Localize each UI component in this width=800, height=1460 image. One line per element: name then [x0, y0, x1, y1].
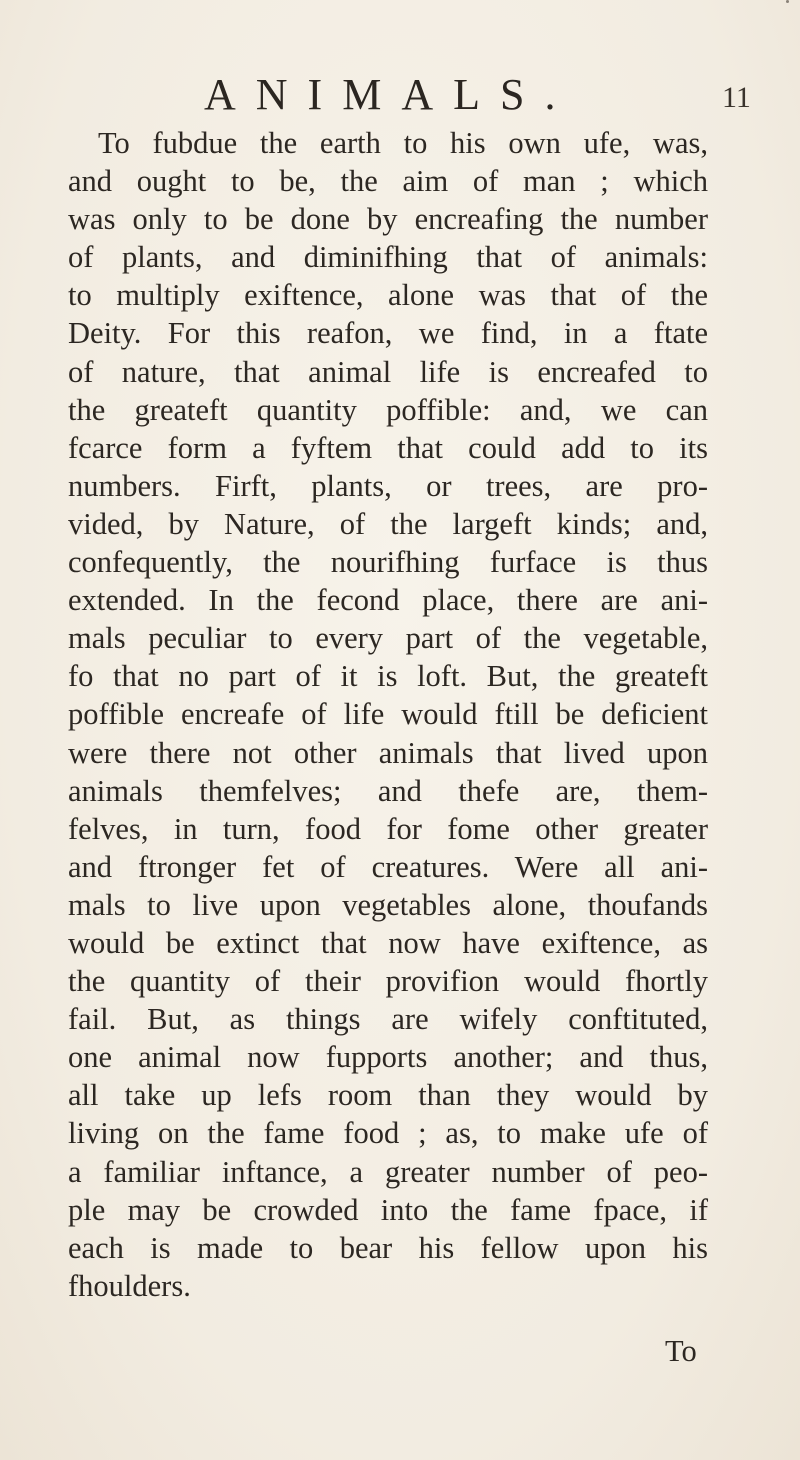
text-line: fo that no part of it is loft. But, the greateft: [68, 659, 708, 694]
paper-speck: [786, 0, 789, 3]
text-line: were there not other animals that lived upon: [68, 735, 708, 770]
catchword: To: [665, 1334, 697, 1368]
page-number: 11: [722, 81, 751, 114]
text-line: ple may be crowded into the fame fpace, if: [68, 1192, 708, 1227]
text-line: To fubdue the earth to his own ufe, was,: [98, 126, 708, 160]
text-line: each is made to bear his fellow upon his: [68, 1230, 708, 1265]
text-line: of plants, and diminifhing that of animals:: [68, 240, 708, 275]
running-head: [0, 70, 800, 120]
text-line: living on the fame food ; as, to make ufe of: [68, 1116, 708, 1151]
text-line: the quantity of their provifion would fhortly: [68, 964, 708, 999]
text-line: was only to be done by encreafing the number: [68, 202, 708, 237]
text-line: fcarce form a fyftem that could add to its: [68, 430, 708, 465]
text-line: a familiar inftance, a greater number of peo-: [68, 1154, 708, 1189]
text-line: mals peculiar to every part of the vegetable,: [68, 621, 708, 656]
running-title: ANIMALS.: [204, 70, 576, 119]
text-line: poffible encreafe of life would ftill be deficient: [68, 697, 708, 732]
text-line: and ought to be, the aim of man ; which: [68, 164, 708, 199]
text-line: to multiply exiftence, alone was that of the: [68, 278, 708, 313]
text-line: vided, by Nature, of the largeft kinds; and,: [68, 506, 708, 541]
text-line: numbers. Firft, plants, or trees, are pro-: [68, 468, 708, 503]
text-line: of nature, that animal life is encreafed to: [68, 354, 708, 389]
text-line: would be extinct that now have exiftence, as: [68, 925, 708, 960]
text-line: felves, in turn, food for fome other greater: [68, 811, 708, 846]
text-line: all take up lefs room than they would by: [68, 1078, 708, 1113]
text-line: mals to live upon vegetables alone, thoufands: [68, 887, 708, 922]
text-line: animals themfelves; and thefe are, them-: [68, 773, 708, 808]
text-line: fhoulders.: [68, 1268, 191, 1303]
text-line: and ftronger fet of creatures. Were all ani-: [68, 849, 708, 884]
text-line: extended. In the fecond place, there are ani-: [68, 583, 708, 618]
text-line: confequently, the nourifhing furface is thus: [68, 545, 708, 580]
text-line: the greateft quantity poffible: and, we can: [68, 392, 708, 427]
text-line: fail. But, as things are wifely conftituted,: [68, 1002, 708, 1037]
text-line: one animal now fupports another; and thus,: [68, 1040, 708, 1075]
text-line: Deity. For this reafon, we find, in a ftate: [68, 316, 708, 351]
body-text: [68, 124, 708, 1305]
